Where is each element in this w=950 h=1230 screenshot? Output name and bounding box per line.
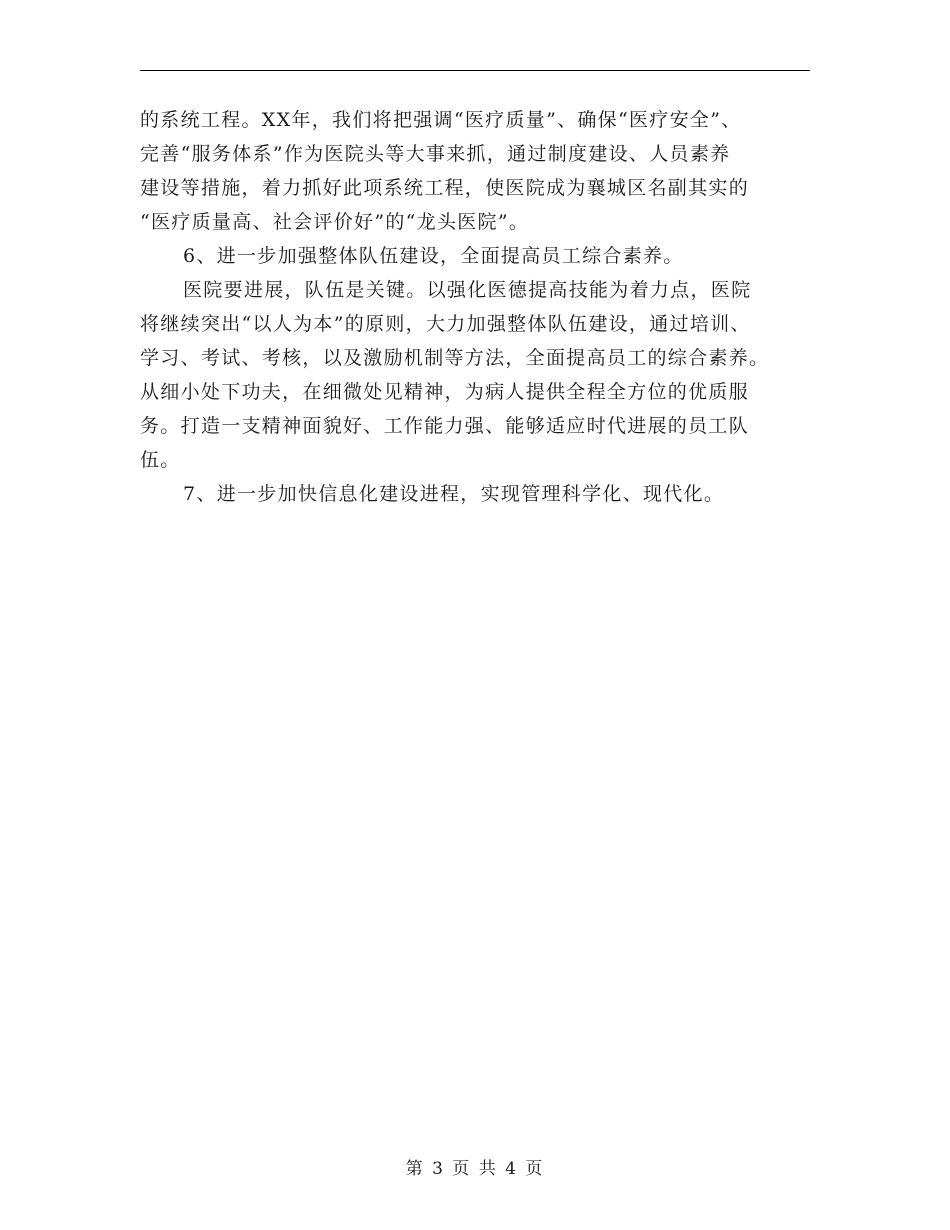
text-line: 学习、考试、考核，以及激励机制等方法，全面提高员工的综合素养。 [140, 347, 770, 369]
document-body [140, 103, 812, 511]
section-heading-7: 7、进一步加快信息化建设进程，实现管理科学化、现代化。 [183, 483, 725, 505]
page-number-footer: 第 3 页 共 4 页 [405, 1159, 545, 1179]
text-line: 伍。 [140, 449, 181, 471]
text-line: 将继续突出“以人为本”的原则，大力加强整体队伍建设，通过培训、 [140, 313, 751, 335]
text-line: 务。打造一支精神面貌好、工作能力强、能够适应时代进展的员工队 [140, 415, 750, 437]
section-heading-6: 6、进一步加强整体队伍建设，全面提高员工综合素养。 [183, 245, 684, 267]
paragraph-first-line: 医院要进展，队伍是关键。以强化医德提高技能为着力点，医院 [183, 279, 752, 301]
text-line: 从细小处下功夫，在细微处见精神，为病人提供全程全方位的优质服 [140, 381, 750, 403]
header-rule [140, 70, 810, 71]
text-line: 的系统工程。XX年，我们将把强调“医疗质量”、确保“医疗安全”、 [140, 109, 742, 131]
text-line: 建设等措施，着力抓好此项系统工程，使医院成为襄城区名副其实的 [140, 177, 750, 199]
text-line: 完善“服务体系”作为医院头等大事来抓，通过制度建设、人员素养 [140, 143, 731, 165]
text-line: “医疗质量高、社会评价好”的“龙头医院”。 [140, 211, 530, 233]
